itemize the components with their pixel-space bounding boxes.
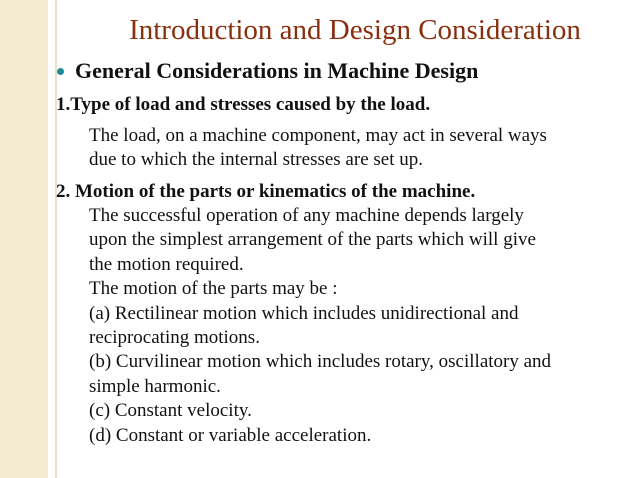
section-2-line: (c) Constant velocity. [89, 400, 252, 422]
section-2-line: reciprocating motions. [89, 326, 260, 348]
section-1-line: due to which the internal stresses are set up. [89, 149, 423, 171]
bullet-dot-icon [57, 68, 64, 75]
section-2-line: upon the simplest arrangement of the parts which will give [89, 229, 536, 251]
section-2-paragraph [89, 204, 551, 448]
section-2-line: simple harmonic. [89, 375, 221, 397]
bullet-text: General Considerations in Machine Design [75, 58, 479, 83]
section-1-paragraph [89, 124, 547, 173]
section-2-line: The motion of the parts may be : [89, 278, 338, 300]
section-1-line: The load, on a machine component, may act in several ways [89, 125, 547, 146]
section-2-line: the motion required. [89, 253, 244, 275]
decorative-side-band [0, 0, 48, 478]
section-2-heading: 2. Motion of the parts or kinematics of the machine. [56, 181, 476, 202]
section-2-line: The successful operation of any machine depends largely [89, 205, 524, 226]
section-2-line: (d) Constant or variable acceleration. [89, 424, 372, 446]
bullet-item [57, 57, 478, 85]
section-2-line: (b) Curvilinear motion which includes rotary, oscillatory and [89, 351, 552, 373]
slide-title: Introduction and Design Consideration [129, 14, 581, 46]
section-2-line: (a) Rectilinear motion which includes unidirectional and [89, 302, 519, 324]
section-1-heading: 1.Type of load and stresses caused by the load. [56, 94, 431, 115]
